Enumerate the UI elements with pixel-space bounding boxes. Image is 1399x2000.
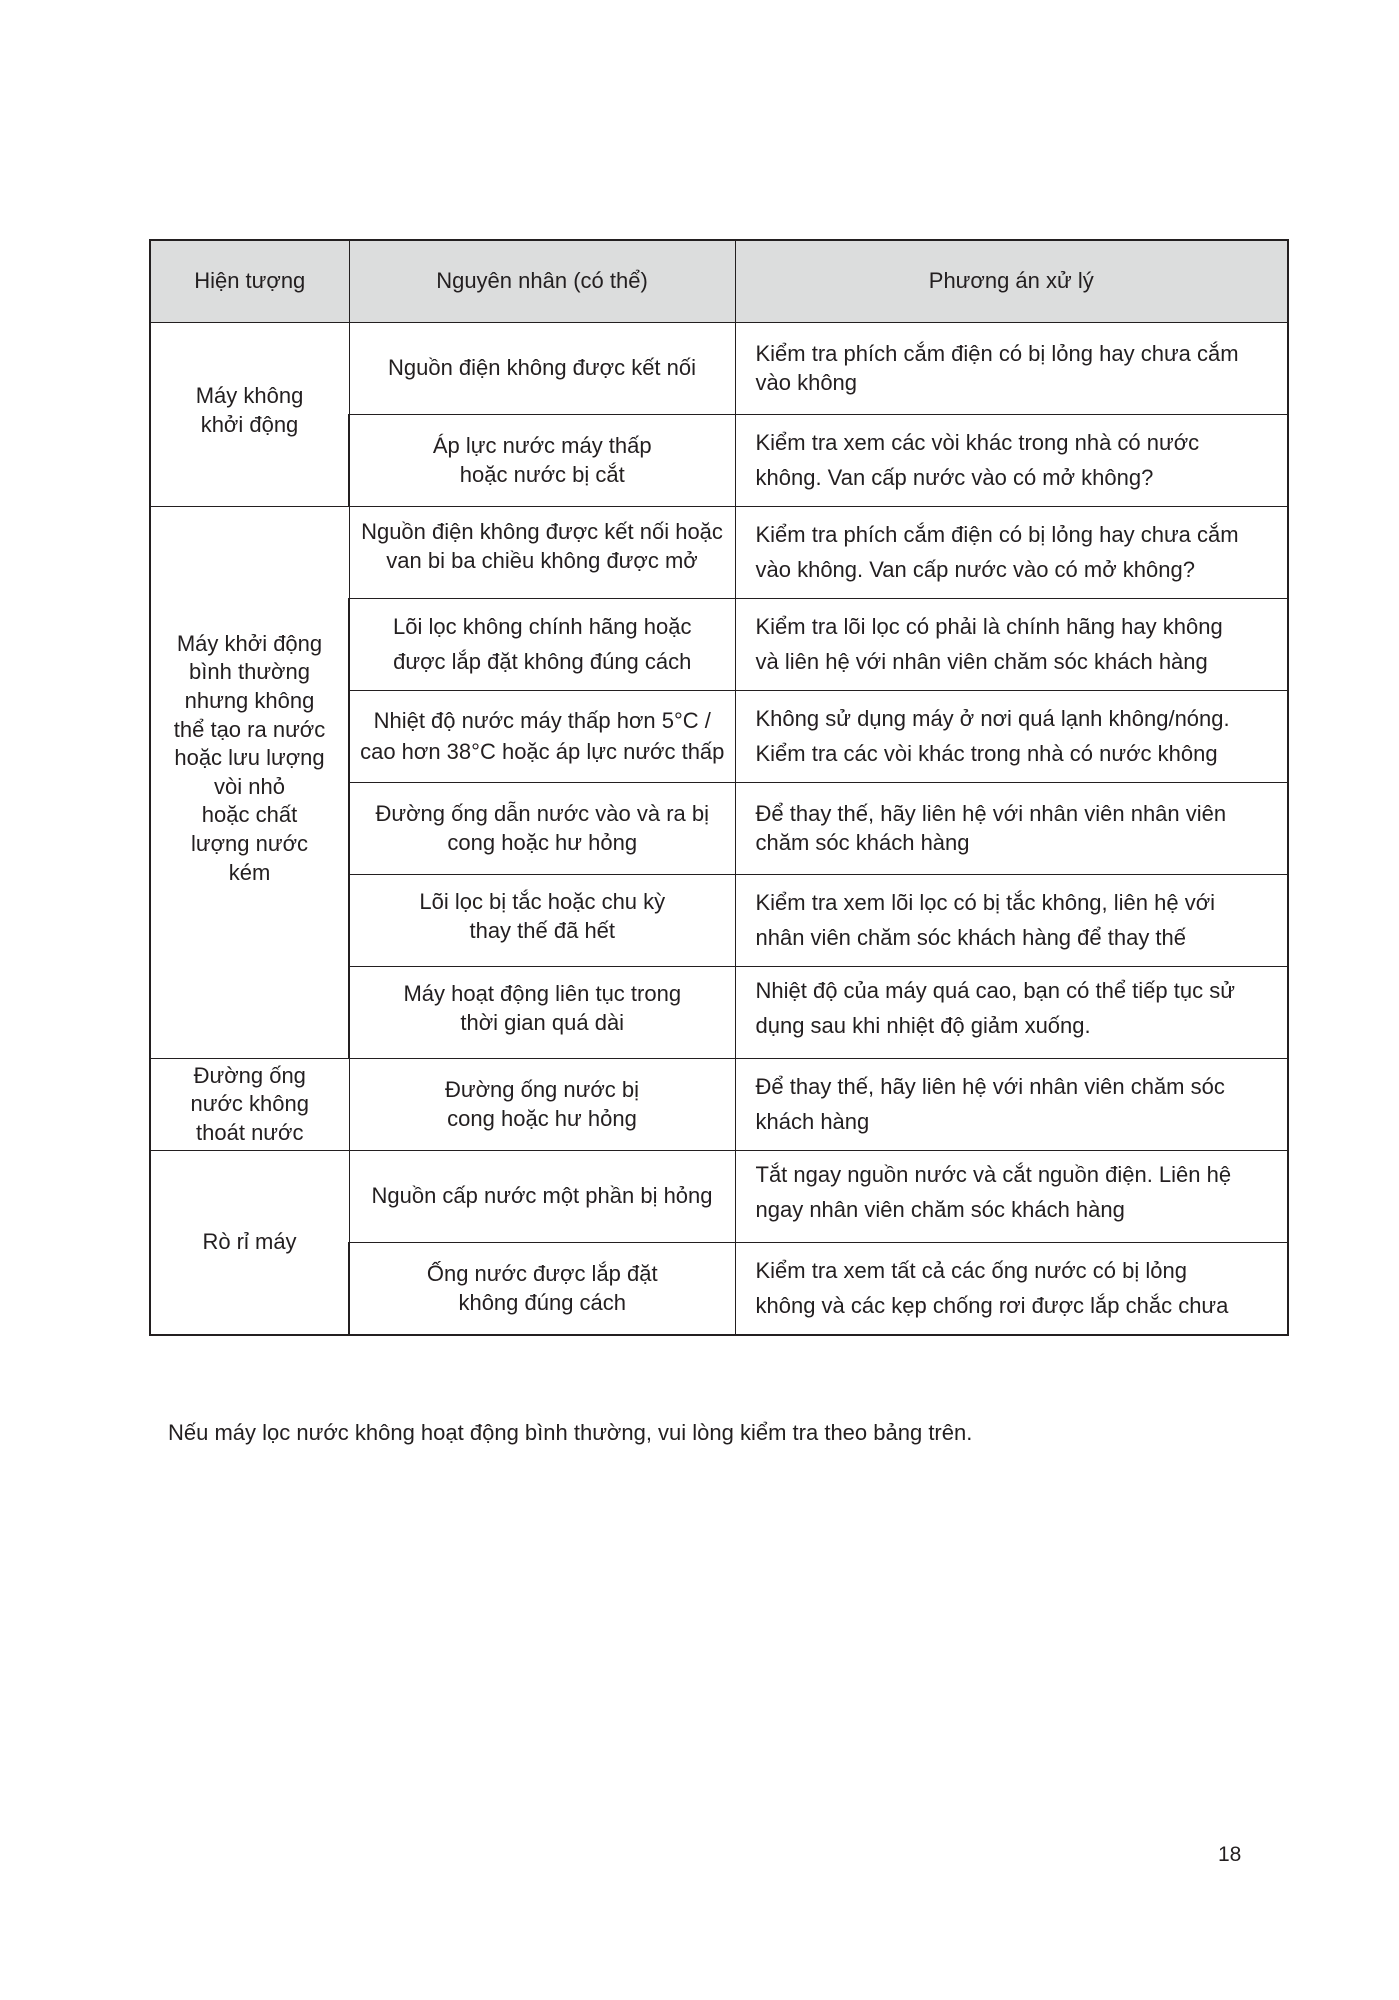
cause-text: Nhiệt độ nước máy thấp hơn 5°C / cao hơn 38°C hoặc áp lực nước thấp: [360, 707, 725, 764]
page-number: 18: [1218, 1843, 1242, 1866]
cause-cell: [349, 1151, 735, 1243]
troubleshooting-table: [149, 239, 1289, 1336]
solution-text: Không sử dụng máy ở nơi quá lạnh không/nóng. Kiểm tra các vòi khác trong nhà có nước không: [755, 706, 1230, 766]
header-solution: Phương án xử lý: [735, 240, 1288, 323]
header-symptom: Hiện tượng: [150, 240, 349, 323]
solution-cell: [735, 783, 1288, 875]
cause-text: Ống nước được lắp đặt không đúng cách: [426, 1260, 658, 1315]
cause-text: Đường ống nước bị cong hoặc hư hỏng: [444, 1076, 640, 1131]
solution-text: Để thay thế, hãy liên hệ với nhân viên nhân viên chăm sóc khách hàng: [755, 800, 1227, 855]
symptom-text: Máy khởi động bình thường nhưng không thể tạo ra nước hoặc lưu lượng vòi nhỏ hoặc chất lượng nước kém: [173, 630, 326, 885]
cause-text: Lõi lọc bị tắc hoặc chu kỳ thay thế đã hết: [419, 888, 666, 943]
symptom-text: Đường ống nước không thoát nước: [190, 1062, 309, 1145]
symptom-text: Máy không khởi động: [195, 382, 304, 437]
cause-text: Máy hoạt động liên tục trong thời gian quá dài: [403, 980, 682, 1035]
cause-text: Nguồn điện không được kết nối: [387, 355, 697, 381]
cause-cell: [349, 415, 735, 507]
solution-cell: [735, 599, 1288, 691]
solution-cell: [735, 415, 1288, 507]
cause-cell: [349, 691, 735, 783]
solution-cell: [735, 875, 1288, 967]
symptom-text: Rò rỉ máy: [202, 1229, 297, 1255]
cause-cell: [349, 1243, 735, 1336]
solution-cell: [735, 507, 1288, 599]
cause-cell: [349, 599, 735, 691]
cause-cell: [349, 875, 735, 967]
footnote-text: Nếu máy lọc nước không hoạt động bình thường, vui lòng kiểm tra theo bảng trên.: [168, 1420, 973, 1445]
cause-cell: [349, 323, 735, 415]
header-cause: Nguyên nhân (có thể): [349, 240, 735, 323]
solution-text: Kiểm tra xem các vòi khác trong nhà có nước không. Van cấp nước vào có mở không?: [755, 430, 1200, 490]
solution-cell: [735, 1151, 1288, 1243]
cause-text: Áp lực nước máy thấp hoặc nước bị cắt: [432, 432, 652, 487]
symptom-cell: [150, 1059, 349, 1151]
cause-cell: [349, 507, 735, 599]
symptom-cell: [150, 507, 349, 1059]
table-header-row: [150, 240, 1288, 323]
solution-cell: [735, 1059, 1288, 1151]
table-row: [150, 1059, 1288, 1151]
cause-cell: [349, 783, 735, 875]
solution-text: Kiểm tra xem lõi lọc có bị tắc không, liên hệ với nhân viên chăm sóc khách hàng để thay thế: [755, 890, 1216, 950]
symptom-cell: [150, 323, 349, 507]
solution-text: Kiểm tra phích cắm điện có bị lỏng hay chưa cắm vào không: [755, 340, 1239, 395]
solution-text: Để thay thế, hãy liên hệ với nhân viên chăm sóc khách hàng: [755, 1074, 1225, 1134]
table-row: [150, 1151, 1288, 1243]
solution-text: Kiểm tra lõi lọc có phải là chính hãng hay không và liên hệ với nhân viên chăm sóc khách hàng: [755, 614, 1223, 674]
solution-cell: [735, 691, 1288, 783]
cause-text: Nguồn điện không được kết nối hoặc van bi ba chiều không được mở: [361, 518, 723, 573]
cause-text: Nguồn cấp nước một phần bị hỏng: [371, 1183, 713, 1209]
cause-text: Đường ống dẫn nước vào và ra bị cong hoặc hư hỏng: [375, 800, 709, 855]
table-row: [150, 323, 1288, 415]
solution-text: Tắt ngay nguồn nước và cắt nguồn điện. Liên hệ ngay nhân viên chăm sóc khách hàng: [755, 1162, 1232, 1222]
solution-cell: [735, 323, 1288, 415]
cause-text: Lõi lọc không chính hãng hoặc được lắp đặt không đúng cách: [393, 614, 692, 674]
solution-text: Kiểm tra phích cắm điện có bị lỏng hay chưa cắm vào không. Van cấp nước vào có mở không?: [755, 522, 1239, 582]
solution-cell: [735, 967, 1288, 1059]
cause-cell: [349, 967, 735, 1059]
cause-cell: [349, 1059, 735, 1151]
symptom-cell: [150, 1151, 349, 1336]
table-row: [150, 507, 1288, 599]
solution-text: Nhiệt độ của máy quá cao, bạn có thể tiếp tục sử dụng sau khi nhiệt độ giảm xuống.: [755, 978, 1235, 1038]
solution-cell: [735, 1243, 1288, 1336]
solution-text: Kiểm tra xem tất cả các ống nước có bị lỏng không và các kẹp chống rơi được lắp chắc chưa: [755, 1258, 1229, 1318]
